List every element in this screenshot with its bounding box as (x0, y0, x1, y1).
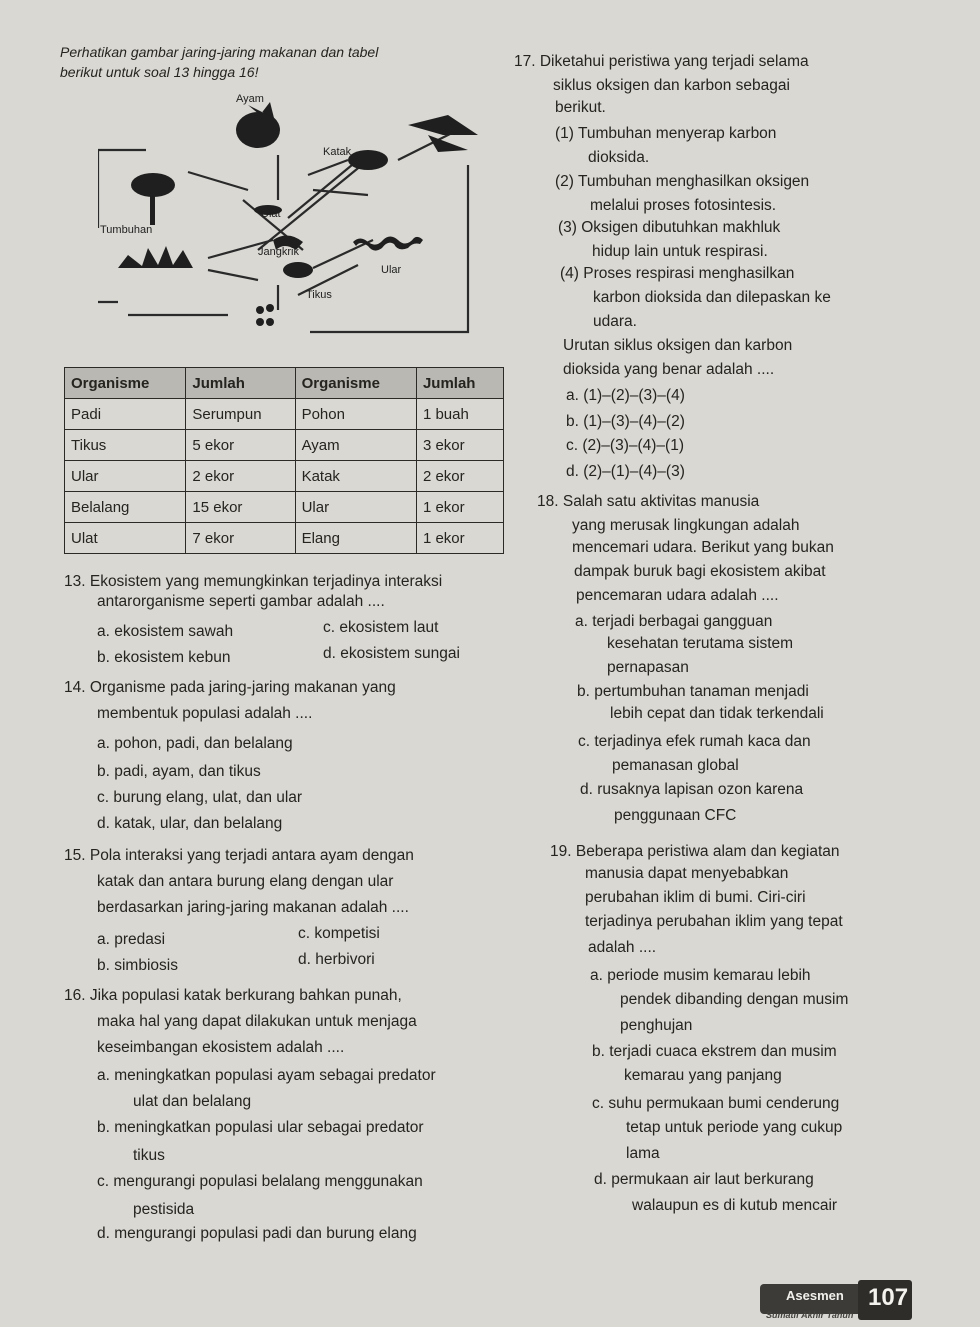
table-cell: 15 ekor (186, 492, 295, 523)
table-header: Jumlah (186, 368, 295, 399)
q18-stem: mencemari udara. Berikut yang bukan (572, 539, 834, 556)
q18-option-b[interactable]: b. pertumbuhan tanaman menjadi (577, 683, 809, 700)
q17-question: dioksida yang benar adalah .... (563, 361, 775, 378)
intro-line-2: berikut untuk soal 13 hingga 16! (60, 64, 259, 80)
q19-option-c[interactable]: c. suhu permukaan bumi cenderung (592, 1095, 840, 1112)
q18-option-c-cont: pemanasan global (612, 757, 739, 774)
q19-stem: manusia dapat menyebabkan (585, 865, 789, 882)
page-number: 107 (868, 1284, 909, 1311)
table-cell: Katak (295, 461, 416, 492)
q18-option-a[interactable]: a. terjadi berbagai gangguan (575, 613, 773, 630)
table-cell: Padi (65, 399, 186, 430)
q13-stem: 13. Ekosistem yang memungkinkan terjadinya interaksi (64, 573, 443, 590)
q17-statement-2-cont: melalui proses fotosintesis. (590, 197, 777, 214)
q16-option-a[interactable]: a. meningkatkan populasi ayam sebagai predator (97, 1067, 436, 1084)
q15-stem: 15. Pola interaksi yang terjadi antara ayam dengan (64, 847, 414, 864)
q14-stem: membentuk populasi adalah .... (97, 705, 313, 722)
badge-subtitle: Sumatif Akhir Tahun (766, 1310, 854, 1320)
q17-statement-4-cont: udara. (593, 313, 637, 330)
q16-option-a-cont: ulat dan belalang (133, 1093, 252, 1110)
q14-option-b[interactable]: b. padi, ayam, dan tikus (97, 763, 261, 780)
q14-option-a[interactable]: a. pohon, padi, dan belalang (97, 735, 293, 752)
q16-stem: 16. Jika populasi katak berkurang bahkan punah, (64, 987, 402, 1004)
table-cell: 1 ekor (416, 523, 503, 554)
table-cell: Pohon (295, 399, 416, 430)
q18-stem: dampak buruk bagi ekosistem akibat (574, 563, 826, 580)
q18-option-d-cont: penggunaan CFC (614, 807, 737, 824)
q15-stem: katak dan antara burung elang dengan ular (97, 873, 394, 890)
q17-stem: berikut. (555, 99, 606, 116)
q17-statement-3-cont: hidup lain untuk respirasi. (592, 243, 768, 260)
footer-badge (760, 1280, 915, 1324)
food-web-diagram (98, 90, 478, 350)
q14-stem: 14. Organisme pada jaring-jaring makanan yang (64, 679, 396, 696)
q15-stem: berdasarkan jaring-jaring makanan adalah .... (97, 899, 409, 916)
label-ayam: Ayam (236, 93, 264, 105)
q19-option-d-cont: walaupun es di kutub mencair (632, 1197, 838, 1214)
q17-option-b[interactable]: b. (1)–(3)–(4)–(2) (566, 413, 685, 430)
q15-option-d[interactable]: d. herbivori (298, 951, 375, 968)
q17-statement-3: (3) Oksigen dibutuhkan makhluk (558, 219, 781, 236)
table-row (65, 430, 504, 461)
table-cell: Tikus (65, 430, 186, 461)
q19-stem: 19. Beberapa peristiwa alam dan kegiatan (550, 843, 840, 860)
q13-option-d[interactable]: d. ekosistem sungai (323, 645, 460, 662)
q18-stem: 18. Salah satu aktivitas manusia (537, 493, 760, 510)
q19-option-a-cont: penghujan (620, 1017, 693, 1034)
q17-statement-1: (1) Tumbuhan menyerap karbon (555, 125, 777, 142)
table-header: Organisme (65, 368, 186, 399)
table-cell: Belalang (65, 492, 186, 523)
q19-option-c-cont: lama (626, 1145, 660, 1162)
label-tumbuhan: Tumbuhan (100, 224, 153, 236)
q17-statement-4-cont: karbon dioksida dan dilepaskan ke (593, 289, 831, 306)
table-header-row (65, 368, 504, 399)
q18-stem: pencemaran udara adalah .... (576, 587, 779, 604)
q17-stem: siklus oksigen dan karbon sebagai (553, 77, 790, 94)
table-cell: Ulat (65, 523, 186, 554)
q19-option-d[interactable]: d. permukaan air laut berkurang (594, 1171, 814, 1188)
q17-stem: 17. Diketahui peristiwa yang terjadi selama (514, 53, 809, 70)
organism-table (64, 367, 504, 554)
q16-stem: maka hal yang dapat dilakukan untuk menjaga (97, 1013, 417, 1030)
q13-option-b[interactable]: b. ekosistem kebun (97, 649, 231, 666)
q13-option-c[interactable]: c. ekosistem laut (323, 619, 439, 636)
table-cell: 2 ekor (186, 461, 295, 492)
table-row (65, 461, 504, 492)
table-cell: Ular (295, 492, 416, 523)
q14-option-c[interactable]: c. burung elang, ulat, dan ular (97, 789, 303, 806)
q15-option-a[interactable]: a. predasi (97, 931, 166, 948)
q19-option-b-cont: kemarau yang panjang (624, 1067, 782, 1084)
q13-option-a[interactable]: a. ekosistem sawah (97, 623, 234, 640)
q16-stem: keseimbangan ekosistem adalah .... (97, 1039, 345, 1056)
q16-option-d[interactable]: d. mengurangi populasi padi dan burung elang (97, 1225, 417, 1242)
q19-option-c-cont: tetap untuk periode yang cukup (626, 1119, 843, 1136)
q18-option-a-cont: kesehatan terutama sistem (607, 635, 794, 652)
q14-option-d[interactable]: d. katak, ular, dan belalang (97, 815, 283, 832)
q15-option-b[interactable]: b. simbiosis (97, 957, 178, 974)
intro-line-1: Perhatikan gambar jaring-jaring makanan dan tabel (60, 44, 379, 60)
label-ular: Ular (381, 264, 402, 276)
table-header: Organisme (295, 368, 416, 399)
table-cell: Elang (295, 523, 416, 554)
table-row (65, 523, 504, 554)
q17-question: Urutan siklus oksigen dan karbon (563, 337, 793, 354)
q17-statement-1-cont: dioksida. (588, 149, 650, 166)
q19-option-a[interactable]: a. periode musim kemarau lebih (590, 967, 811, 984)
q19-stem: adalah .... (588, 939, 657, 956)
q16-option-b[interactable]: b. meningkatkan populasi ular sebagai predator (97, 1119, 424, 1136)
q17-statement-2: (2) Tumbuhan menghasilkan oksigen (555, 173, 810, 190)
table-cell: 1 buah (416, 399, 503, 430)
q16-option-c[interactable]: c. mengurangi populasi belalang menggunakan (97, 1173, 423, 1190)
q15-option-c[interactable]: c. kompetisi (298, 925, 380, 942)
table-cell: 5 ekor (186, 430, 295, 461)
q17-option-d[interactable]: d. (2)–(1)–(4)–(3) (566, 463, 685, 480)
q18-option-d[interactable]: d. rusaknya lapisan ozon karena (580, 781, 804, 798)
table-row (65, 492, 504, 523)
badge-title: Asesmen (786, 1288, 844, 1303)
q19-option-a-cont: pendek dibanding dengan musim (620, 991, 849, 1008)
table-cell: 1 ekor (416, 492, 503, 523)
label-ulat: Ulat (261, 208, 281, 220)
table-cell: 2 ekor (416, 461, 503, 492)
q16-option-b-cont: tikus (133, 1147, 165, 1164)
table-cell: 3 ekor (416, 430, 503, 461)
table-header: Jumlah (416, 368, 503, 399)
label-jangkrik: Jangkrik (258, 246, 299, 258)
q18-option-b-cont: lebih cepat dan tidak terkendali (610, 705, 824, 722)
q19-stem: terjadinya perubahan iklim yang tepat (585, 913, 843, 930)
q18-option-c[interactable]: c. terjadinya efek rumah kaca dan (578, 733, 811, 750)
q17-statement-4: (4) Proses respirasi menghasilkan (560, 265, 795, 282)
table-cell: 7 ekor (186, 523, 295, 554)
q17-option-c[interactable]: c. (2)–(3)–(4)–(1) (566, 437, 684, 454)
q18-option-a-cont: pernapasan (607, 659, 689, 676)
label-katak: Katak (323, 146, 352, 158)
table-cell: Ular (65, 461, 186, 492)
q19-option-b[interactable]: b. terjadi cuaca ekstrem dan musim (592, 1043, 837, 1060)
table-cell: Serumpun (186, 399, 295, 430)
q17-option-a[interactable]: a. (1)–(2)–(3)–(4) (566, 387, 685, 404)
q18-stem: yang merusak lingkungan adalah (572, 517, 800, 534)
q13-stem: antarorganisme seperti gambar adalah .... (97, 593, 385, 610)
table-cell: Ayam (295, 430, 416, 461)
label-tikus: Tikus (306, 289, 332, 301)
q19-stem: perubahan iklim di bumi. Ciri-ciri (585, 889, 806, 906)
q16-option-c-cont: pestisida (133, 1201, 195, 1218)
table-row (65, 399, 504, 430)
